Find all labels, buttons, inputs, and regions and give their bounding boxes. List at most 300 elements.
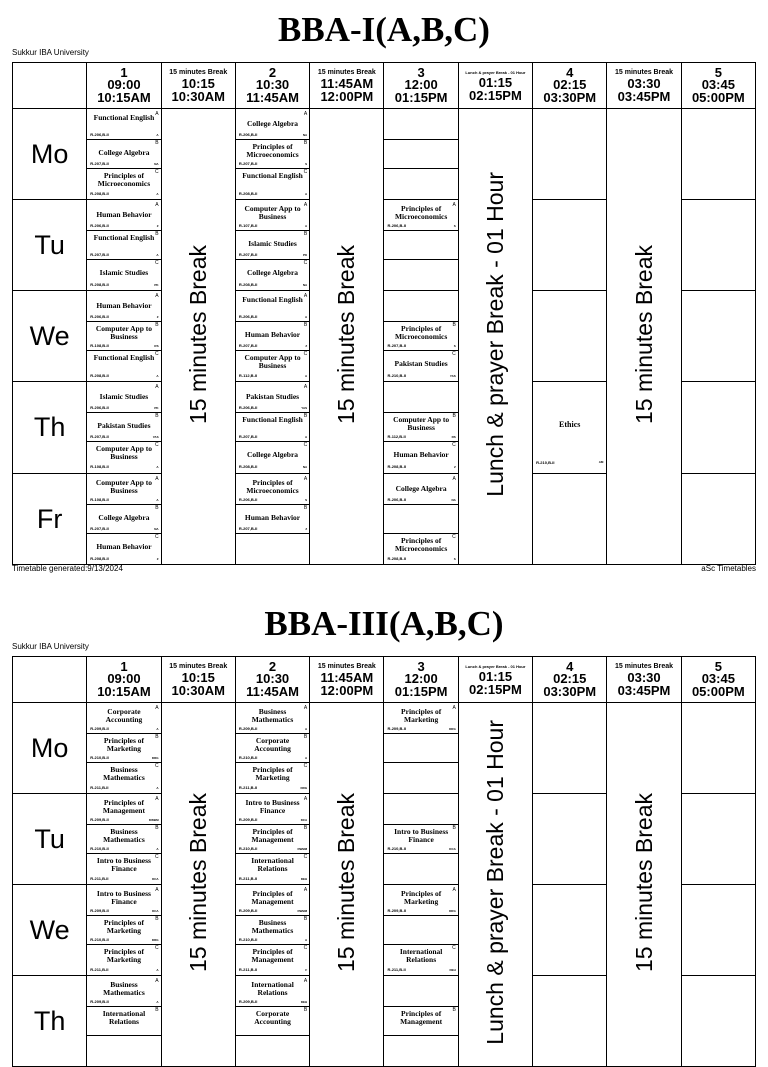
class-slot[interactable] bbox=[87, 140, 160, 169]
course-name: Principles of Marketing bbox=[401, 706, 442, 724]
class-slot[interactable] bbox=[384, 476, 457, 505]
column-header bbox=[681, 657, 755, 703]
period-start-time: 11:45AM bbox=[320, 670, 374, 685]
break-label: 15 minutes Break bbox=[630, 792, 657, 972]
column-header bbox=[310, 657, 384, 703]
group-letter: A bbox=[303, 475, 308, 482]
class-slot bbox=[236, 534, 309, 563]
course-name: Functional English bbox=[93, 232, 155, 242]
group-letter: A bbox=[452, 886, 456, 893]
group-letter: C bbox=[154, 168, 159, 175]
teacher-code: DCA bbox=[449, 846, 456, 851]
period-cell bbox=[533, 382, 607, 474]
room-label: R-210,B-II bbox=[90, 754, 109, 760]
teacher-code: A bbox=[156, 846, 159, 851]
teacher-code: DRG bbox=[151, 937, 159, 942]
period-cell bbox=[87, 200, 161, 291]
course-name: Ethics bbox=[559, 420, 581, 429]
day-label: Fr bbox=[13, 474, 87, 565]
class-slot[interactable] bbox=[384, 442, 457, 471]
class-slot[interactable] bbox=[384, 825, 457, 854]
group-letter: B bbox=[155, 413, 159, 419]
period-cell bbox=[533, 109, 607, 200]
room-label: R-210,B-II bbox=[90, 845, 109, 851]
university-name: Sukkur IBA University bbox=[12, 642, 89, 651]
course-name: Human Behavior bbox=[96, 209, 152, 219]
room-label: R-112,B-II bbox=[387, 434, 406, 439]
class-slot[interactable] bbox=[384, 202, 457, 231]
class-slot[interactable] bbox=[236, 231, 309, 260]
course-name: College Algebra bbox=[395, 483, 447, 493]
column-header bbox=[533, 63, 607, 109]
group-letter: B bbox=[452, 321, 456, 328]
class-slot[interactable] bbox=[87, 476, 160, 505]
teacher-code: DRG bbox=[449, 908, 456, 913]
lunch-column bbox=[458, 109, 532, 565]
group-letter: C bbox=[303, 853, 308, 860]
course-name: Principles of Management bbox=[251, 946, 294, 964]
break-column bbox=[310, 109, 384, 565]
period-end-time: 10:30AM bbox=[171, 683, 225, 698]
class-slot[interactable] bbox=[384, 1007, 457, 1036]
room-label: R-208,B-II bbox=[90, 281, 109, 287]
class-slot[interactable] bbox=[384, 351, 457, 380]
group-letter: C bbox=[154, 944, 159, 951]
room-label: R-208,B-II bbox=[90, 372, 109, 378]
class-slot[interactable] bbox=[236, 476, 309, 505]
period-cell bbox=[87, 474, 161, 565]
room-label: R-208,B-II bbox=[387, 555, 406, 561]
class-slot[interactable] bbox=[87, 916, 160, 945]
teacher-code: A bbox=[305, 435, 308, 439]
class-slot[interactable] bbox=[87, 293, 160, 322]
period-cell bbox=[235, 885, 309, 976]
class-slot[interactable] bbox=[384, 413, 457, 442]
group-letter: B bbox=[155, 733, 159, 740]
room-label: R-209,B-II bbox=[387, 725, 406, 731]
period-cell bbox=[235, 474, 309, 565]
room-label: R-208,B-II bbox=[387, 464, 406, 469]
class-slot bbox=[384, 140, 457, 169]
class-slot[interactable] bbox=[384, 705, 457, 734]
class-slot[interactable] bbox=[87, 442, 160, 471]
class-slot[interactable] bbox=[87, 384, 160, 413]
period-cell bbox=[87, 703, 161, 794]
lunch-label: Lunch & prayer Break - 01 Hour bbox=[481, 171, 508, 497]
room-label: R-209,B-II bbox=[90, 907, 109, 913]
group-letter: A bbox=[155, 886, 159, 893]
course-name: Intro to Business Finance bbox=[245, 797, 300, 815]
break-column bbox=[161, 109, 235, 565]
course-name: Corporate Accounting bbox=[254, 1008, 291, 1026]
course-name: Principles of Microeconomics bbox=[394, 323, 448, 341]
period-cell bbox=[533, 885, 607, 976]
class-slot[interactable] bbox=[384, 322, 457, 351]
class-slot[interactable] bbox=[384, 534, 457, 563]
teacher-code: PK bbox=[303, 252, 308, 257]
room-label: R-112,B-II bbox=[238, 372, 258, 378]
period-cell bbox=[384, 109, 458, 200]
class-slot[interactable] bbox=[384, 887, 457, 916]
column-header bbox=[458, 657, 532, 703]
room-label: R-211,B-II bbox=[90, 966, 109, 972]
class-slot[interactable] bbox=[236, 442, 309, 471]
teacher-code: DWBM bbox=[297, 846, 308, 851]
group-letter: B bbox=[303, 733, 308, 740]
period-start-time: 11:45AM bbox=[320, 76, 374, 91]
period-cell bbox=[681, 291, 755, 382]
group-letter: C bbox=[303, 762, 308, 769]
course-name: Principles of Marketing bbox=[103, 946, 145, 964]
course-name: Human Behavior bbox=[393, 450, 449, 459]
group-letter: A bbox=[303, 795, 308, 802]
teacher-code: RS bbox=[451, 435, 456, 439]
room-label: R-209,B-II bbox=[238, 725, 258, 731]
teacher-code: DRG bbox=[151, 755, 159, 760]
period-number: 2 bbox=[268, 659, 277, 674]
period-end-time: 01:15PM bbox=[394, 684, 448, 699]
group-letter: B bbox=[303, 230, 308, 237]
course-name: Business Mathematics bbox=[251, 706, 294, 724]
room-label: R-207,B-II bbox=[90, 160, 109, 166]
room-label: R-210,B-II bbox=[90, 936, 109, 942]
class-slot[interactable] bbox=[236, 111, 309, 140]
period-start-time: 03:30 bbox=[627, 670, 661, 685]
period-start-time: 10:15 bbox=[181, 670, 215, 685]
column-break-label: 15 minutes Break bbox=[615, 663, 674, 670]
period-number: 5 bbox=[714, 65, 722, 80]
period-number: 1 bbox=[120, 659, 128, 674]
group-letter: C bbox=[154, 762, 159, 769]
room-label: R-206,B-II bbox=[238, 131, 258, 137]
class-slot[interactable] bbox=[236, 796, 309, 825]
room-label: R-209,B-II bbox=[238, 907, 258, 913]
group-letter: C bbox=[303, 168, 308, 175]
class-slot[interactable] bbox=[236, 887, 309, 916]
group-letter: B bbox=[155, 1006, 159, 1013]
class-slot[interactable] bbox=[87, 202, 160, 231]
room-label: R-207,B-II bbox=[90, 251, 109, 257]
period-number: 2 bbox=[268, 65, 277, 80]
column-header bbox=[533, 657, 607, 703]
period-end-time: 10:15AM bbox=[97, 684, 151, 699]
class-slot[interactable] bbox=[236, 413, 309, 442]
period-cell bbox=[384, 291, 458, 382]
period-cell bbox=[87, 291, 161, 382]
room-label: R-206,B-II bbox=[238, 313, 258, 319]
period-end-time: 12:00PM bbox=[320, 89, 374, 104]
class-slot[interactable] bbox=[87, 978, 160, 1007]
column-header bbox=[607, 63, 681, 109]
class-slot[interactable] bbox=[236, 293, 309, 322]
class-slot[interactable] bbox=[236, 705, 309, 734]
group-letter: B bbox=[155, 139, 159, 146]
room-label: R-209,B-II bbox=[238, 816, 258, 822]
room-label: R-207,B-II bbox=[238, 342, 258, 348]
class-slot[interactable] bbox=[87, 169, 160, 198]
period-start-time: 09:00 bbox=[107, 671, 141, 686]
room-label: R-211,B-II bbox=[238, 966, 258, 972]
period-number: 1 bbox=[120, 65, 128, 80]
course-name: Principles of Management bbox=[251, 888, 294, 906]
course-name: Principles of Marketing bbox=[401, 888, 442, 906]
group-letter: A bbox=[303, 110, 308, 117]
class-slot bbox=[384, 169, 457, 198]
period-cell bbox=[235, 382, 309, 474]
room-label: R-211,B-II bbox=[90, 875, 109, 881]
class-slot[interactable] bbox=[236, 978, 309, 1007]
course-name: College Algebra bbox=[98, 512, 150, 522]
group-letter: C bbox=[303, 442, 308, 448]
course-name: Computer App to Business bbox=[393, 415, 450, 432]
course-name: Business Mathematics bbox=[103, 979, 145, 997]
column-break-label: 15 minutes Break bbox=[317, 69, 376, 76]
period-cell bbox=[384, 885, 458, 976]
day-label: Th bbox=[13, 382, 87, 474]
group-letter: B bbox=[303, 915, 308, 922]
course-name: Human Behavior bbox=[244, 512, 301, 522]
period-start-time: 10:30 bbox=[255, 671, 290, 686]
room-label: R-206,B-II bbox=[90, 405, 109, 410]
period-end-time: 03:30PM bbox=[543, 684, 597, 699]
class-slot[interactable] bbox=[87, 351, 160, 380]
class-slot bbox=[384, 260, 457, 289]
class-slot[interactable] bbox=[236, 322, 309, 351]
period-end-time: 11:45AM bbox=[246, 684, 299, 699]
course-name: International Relations bbox=[399, 946, 443, 964]
class-slot bbox=[87, 1036, 160, 1065]
room-label: R-210,B-II bbox=[536, 460, 555, 465]
group-letter: B bbox=[452, 413, 456, 419]
group-letter: A bbox=[452, 201, 456, 208]
course-name: Functional English bbox=[242, 415, 303, 424]
class-slot[interactable] bbox=[236, 854, 309, 883]
class-slot[interactable] bbox=[87, 796, 160, 825]
period-number: 4 bbox=[566, 65, 574, 80]
teacher-code: DCA bbox=[152, 908, 159, 913]
room-label: R-108,B-II bbox=[90, 496, 109, 502]
teacher-code: S bbox=[305, 497, 308, 502]
class-slot[interactable] bbox=[236, 916, 309, 945]
room-label: R-208,B-II bbox=[238, 190, 258, 196]
class-slot[interactable] bbox=[87, 705, 160, 734]
group-letter: C bbox=[303, 350, 308, 357]
class-slot[interactable] bbox=[236, 825, 309, 854]
course-name: Principles of Management bbox=[251, 826, 294, 844]
day-label: Tu bbox=[13, 200, 87, 291]
room-label: R-207,B-II bbox=[238, 251, 258, 257]
group-letter: B bbox=[303, 413, 308, 419]
column-header bbox=[161, 657, 235, 703]
group-letter: C bbox=[452, 944, 456, 951]
timetable-title: BBA-I(A,B,C) bbox=[278, 10, 490, 49]
teacher-code: S bbox=[453, 223, 456, 228]
course-name: Functional English bbox=[93, 352, 155, 362]
course-name: International Relations bbox=[251, 855, 294, 873]
group-letter: A bbox=[155, 201, 159, 208]
class-slot[interactable] bbox=[87, 505, 160, 534]
teacher-code: A bbox=[156, 191, 159, 196]
class-slot[interactable] bbox=[236, 945, 309, 974]
column-break-label: 15 minutes Break bbox=[169, 663, 228, 670]
course-name: Computer App to Business bbox=[95, 477, 152, 495]
room-label: R-211,B-II bbox=[238, 784, 258, 790]
period-cell bbox=[384, 976, 458, 1067]
class-slot[interactable] bbox=[236, 202, 309, 231]
period-cell bbox=[235, 109, 309, 200]
room-label: R-210,B-II bbox=[238, 845, 258, 851]
column-header bbox=[458, 63, 532, 109]
asc-credit: aSc Timetables bbox=[701, 564, 756, 573]
period-end-time: 01:15PM bbox=[394, 90, 448, 105]
course-name: Computer App to Business bbox=[244, 352, 301, 370]
period-cell bbox=[681, 794, 755, 885]
class-slot bbox=[384, 763, 457, 792]
course-name: Intro to Business Finance bbox=[96, 888, 151, 906]
class-slot[interactable] bbox=[87, 322, 160, 351]
class-slot[interactable] bbox=[236, 1007, 309, 1036]
class-slot[interactable] bbox=[236, 734, 309, 763]
group-letter: C bbox=[154, 853, 159, 860]
class-slot[interactable] bbox=[87, 534, 160, 563]
teacher-code: F bbox=[305, 967, 308, 972]
corner-cell bbox=[13, 657, 87, 703]
period-cell bbox=[681, 382, 755, 474]
class-slot[interactable] bbox=[236, 169, 309, 198]
course-name: Human Behavior bbox=[96, 541, 152, 551]
period-cell bbox=[681, 885, 755, 976]
break-column bbox=[310, 703, 384, 1067]
period-cell bbox=[533, 200, 607, 291]
course-name: International Relations bbox=[251, 979, 294, 997]
teacher-code: A bbox=[305, 191, 308, 196]
class-slot[interactable] bbox=[87, 111, 160, 140]
course-name: Principles of Microeconomics bbox=[97, 170, 151, 188]
period-end-time: 03:45PM bbox=[617, 89, 671, 104]
class-slot[interactable] bbox=[236, 505, 309, 534]
class-slot[interactable] bbox=[236, 260, 309, 289]
teacher-code: AM bbox=[598, 460, 604, 464]
day-label: We bbox=[13, 885, 87, 976]
period-end-time: 03:45PM bbox=[617, 683, 671, 698]
period-start-time: 03:30 bbox=[627, 76, 661, 91]
period-cell bbox=[235, 703, 309, 794]
period-cell bbox=[87, 109, 161, 200]
teacher-code: Z bbox=[156, 314, 159, 319]
room-label: R-208,B-II bbox=[90, 555, 109, 561]
class-slot[interactable] bbox=[87, 260, 160, 289]
teacher-code: A bbox=[156, 497, 159, 502]
period-cell bbox=[235, 291, 309, 382]
teacher-code: A bbox=[305, 726, 308, 731]
teacher-code: Z bbox=[156, 223, 159, 228]
room-label: R-210,B-II bbox=[387, 372, 406, 378]
column-header bbox=[235, 657, 309, 703]
timetable-grid bbox=[12, 62, 756, 565]
teacher-code: NA bbox=[302, 132, 308, 137]
course-name: Human Behavior bbox=[96, 300, 152, 310]
teacher-code: DCA bbox=[152, 876, 159, 881]
class-slot[interactable] bbox=[533, 382, 606, 473]
day-label: Mo bbox=[13, 703, 87, 794]
class-slot bbox=[384, 111, 457, 140]
room-label: R-211,B-II bbox=[238, 875, 258, 881]
column-header bbox=[384, 657, 458, 703]
room-label: R-207,B-II bbox=[90, 525, 109, 531]
teacher-code: S bbox=[453, 343, 456, 348]
teacher-code: Z bbox=[156, 556, 159, 561]
teacher-code: A bbox=[156, 967, 159, 972]
period-start-time: 12:00 bbox=[404, 77, 438, 92]
group-letter: B bbox=[303, 824, 308, 831]
teacher-code: PK bbox=[154, 282, 159, 287]
period-cell bbox=[533, 703, 607, 794]
class-slot bbox=[384, 916, 457, 945]
period-end-time: 02:15PM bbox=[469, 682, 522, 697]
teacher-code: A bbox=[305, 373, 308, 378]
period-start-time: 03:45 bbox=[701, 77, 735, 92]
room-label: R-206,B-II bbox=[387, 222, 406, 228]
class-slot[interactable] bbox=[236, 763, 309, 792]
period-cell bbox=[235, 200, 309, 291]
class-slot[interactable] bbox=[87, 854, 160, 883]
teacher-code: A bbox=[156, 465, 159, 469]
course-name: Pakistan Studies bbox=[394, 358, 448, 368]
class-slot[interactable] bbox=[87, 231, 160, 260]
room-label: R-207,B-II bbox=[90, 434, 109, 439]
group-letter: A bbox=[303, 977, 308, 984]
class-slot[interactable] bbox=[87, 887, 160, 916]
course-name: Functional English bbox=[242, 294, 303, 304]
class-slot[interactable] bbox=[87, 734, 160, 763]
class-slot[interactable] bbox=[87, 763, 160, 792]
period-end-time: 05:00PM bbox=[691, 684, 745, 699]
day-label: Th bbox=[13, 976, 87, 1067]
column-break-label: 15 minutes Break bbox=[169, 69, 228, 76]
group-letter: A bbox=[303, 384, 308, 390]
class-slot[interactable] bbox=[87, 1007, 160, 1036]
class-slot[interactable] bbox=[87, 413, 160, 442]
course-name: College Algebra bbox=[247, 118, 299, 128]
room-label: R-210,B-II bbox=[387, 845, 406, 851]
class-slot bbox=[384, 231, 457, 260]
teacher-code: NA bbox=[154, 161, 159, 166]
teacher-code: A bbox=[156, 252, 159, 257]
teacher-code: NA bbox=[302, 465, 308, 469]
class-slot[interactable] bbox=[236, 384, 309, 413]
room-label: R-209,B-II bbox=[90, 998, 109, 1004]
class-slot[interactable] bbox=[236, 351, 309, 380]
group-letter: B bbox=[303, 1006, 308, 1013]
break-column bbox=[161, 703, 235, 1067]
teacher-code: S bbox=[453, 556, 456, 561]
period-cell bbox=[87, 382, 161, 474]
group-letter: A bbox=[303, 704, 308, 711]
class-slot[interactable] bbox=[87, 825, 160, 854]
period-number: 3 bbox=[417, 65, 425, 80]
group-letter: B bbox=[155, 915, 159, 922]
teacher-code: DWBM bbox=[148, 817, 159, 822]
course-name: Principles of Microeconomics bbox=[394, 203, 448, 221]
room-label: R-207,B-II bbox=[238, 160, 258, 166]
teacher-code: Z bbox=[305, 526, 308, 531]
period-end-time: 10:15AM bbox=[97, 90, 151, 105]
class-slot[interactable] bbox=[87, 945, 160, 974]
course-name: Intro to Business Finance bbox=[394, 826, 449, 844]
class-slot[interactable] bbox=[384, 945, 457, 974]
class-slot[interactable] bbox=[236, 140, 309, 169]
room-label: R-206,B-II bbox=[238, 405, 258, 410]
